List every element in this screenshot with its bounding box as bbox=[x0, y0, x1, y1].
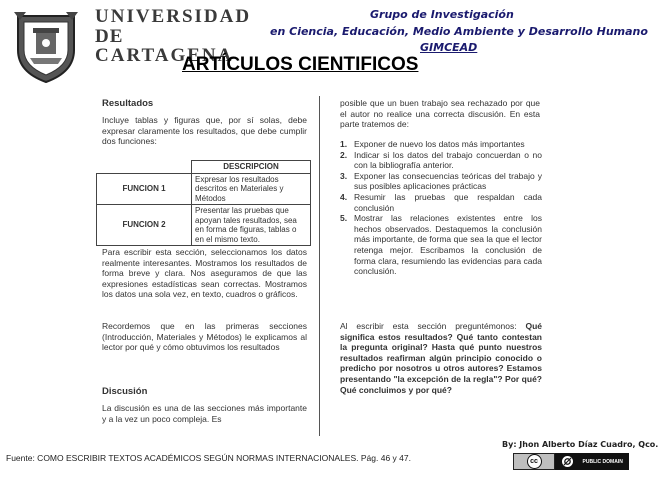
university-name-line3: CARTAGENA bbox=[95, 45, 234, 66]
discussion-heading: Discusión bbox=[102, 386, 148, 397]
questions-bold: Qué significa estos resultados? Qué tanto contestan la pregunta original? Hasta qué punto nuestros resultados reafirman algún principio conocido o predicho por nosotros u otros autores? Estamos presentando "la excepción de la regla"? Por qué? Qué concluimos y por qué? bbox=[340, 321, 542, 395]
list-item-text: Exponer de nuevo los datos más importantes bbox=[354, 139, 525, 149]
research-group-acronym: GIMCEAD bbox=[420, 41, 478, 54]
university-name-line2: DE bbox=[95, 26, 124, 47]
research-group-title: Grupo de Investigación bbox=[370, 8, 514, 21]
results-paragraph-3: Recordemos que en las primeras secciones (Introducción, Materiales y Métodos) le explicamos al lector por qué y cómo obtuvimos los resultados bbox=[102, 321, 307, 353]
table-blank-cell bbox=[97, 161, 192, 174]
results-paragraph-2: Para escribir esta sección, seleccionamos los datos realmente interesantes. Mostramos los resultados de forma breve y clara. Nos aseguramos de que las expresiones estadísticas sean correctas. Mostramos los datos una sola vez, en texto, cuadros o gráficos. bbox=[102, 247, 307, 300]
functions-table bbox=[96, 160, 311, 246]
table-row-description: Expresar los resultados descritos en Materiales y Métodos bbox=[192, 173, 311, 205]
results-paragraph: Incluye tablas y figuras que, por sí solas, debe expresar claramente los resultados, que debe cumplir dos funciones: bbox=[102, 115, 307, 147]
license-badge[interactable] bbox=[513, 453, 629, 470]
public-domain-area bbox=[555, 453, 629, 470]
questions-paragraph bbox=[340, 321, 542, 395]
discussion-continuation-paragraph: posible que un buen trabajo sea rechazado por que el autor no realice una correcta discusión. En esta parte tratemos de: bbox=[340, 98, 540, 130]
research-group-subtitle: en Ciencia, Educación, Medio Ambiente y Desarrollo Humano bbox=[270, 25, 648, 38]
table-row-description: Presentar las pruebas que apoyan tales resultados, sea en forma de figuras, tablas o en el mismo texto. bbox=[192, 205, 311, 246]
list-item bbox=[340, 213, 542, 277]
cc-icon bbox=[513, 453, 555, 470]
author-credit: By: Jhon Alberto Díaz Cuadro, Qco. bbox=[502, 440, 658, 449]
source-citation: Fuente: COMO ESCRIBIR TEXTOS ACADÉMICOS SEGÚN NORMAS INTERNACIONALES. Pág. 46 y 47. bbox=[6, 453, 411, 463]
list-item bbox=[340, 150, 542, 171]
list-item-text: Exponer las consecuencias teóricas del trabajo y sus posibles aplicaciones prácticas bbox=[354, 170, 542, 192]
cc-logo-text: cc bbox=[527, 454, 542, 469]
results-heading: Resultados bbox=[102, 98, 154, 109]
list-item-text: Indicar si los datos del trabajo concuerdan o no con la bibliografía anterior. bbox=[354, 149, 542, 171]
list-item bbox=[340, 139, 542, 150]
list-item-text: Resumir las pruebas que respaldan cada conclusión bbox=[354, 191, 542, 213]
list-item-number: 2. bbox=[340, 149, 348, 160]
discussion-steps-list bbox=[340, 139, 542, 277]
table-header-row bbox=[97, 161, 311, 174]
list-item-number: 4. bbox=[340, 191, 348, 202]
discussion-paragraph: La discusión es una de las secciones más importante y a la vez un poco compleja. Es bbox=[102, 403, 307, 424]
table-header-cell: DESCRIPCION bbox=[192, 161, 311, 174]
column-divider bbox=[319, 96, 320, 436]
university-crest-logo bbox=[6, 6, 86, 86]
table-row bbox=[97, 173, 311, 205]
list-item bbox=[340, 171, 542, 192]
university-name-line1: UNIVERSIDAD bbox=[95, 6, 252, 27]
list-item-number: 1. bbox=[340, 139, 348, 149]
questions-intro: Al escribir esta sección preguntémonos: bbox=[340, 321, 526, 331]
list-item-number: 5. bbox=[340, 213, 348, 224]
list-item bbox=[340, 192, 542, 213]
public-domain-label: PUBLIC DOMAIN bbox=[582, 458, 623, 465]
table-row-label: FUNCION 1 bbox=[97, 173, 192, 205]
table-row bbox=[97, 205, 311, 246]
public-domain-icon bbox=[561, 455, 574, 468]
table-row-label: FUNCION 2 bbox=[97, 205, 192, 246]
list-item-number: 3. bbox=[340, 170, 348, 181]
slide-title: ARTÍCULOS CIENTIFICOS bbox=[182, 54, 419, 75]
list-item-text: Mostrar las relaciones existentes entre los hechos observados. Destaquemos la conclusión más importante, de forma que sea la que el lector retenga mejor. Escribamos la conclusión de forma clara, resumiendo las evidencias para cada conclusión. bbox=[354, 213, 542, 277]
